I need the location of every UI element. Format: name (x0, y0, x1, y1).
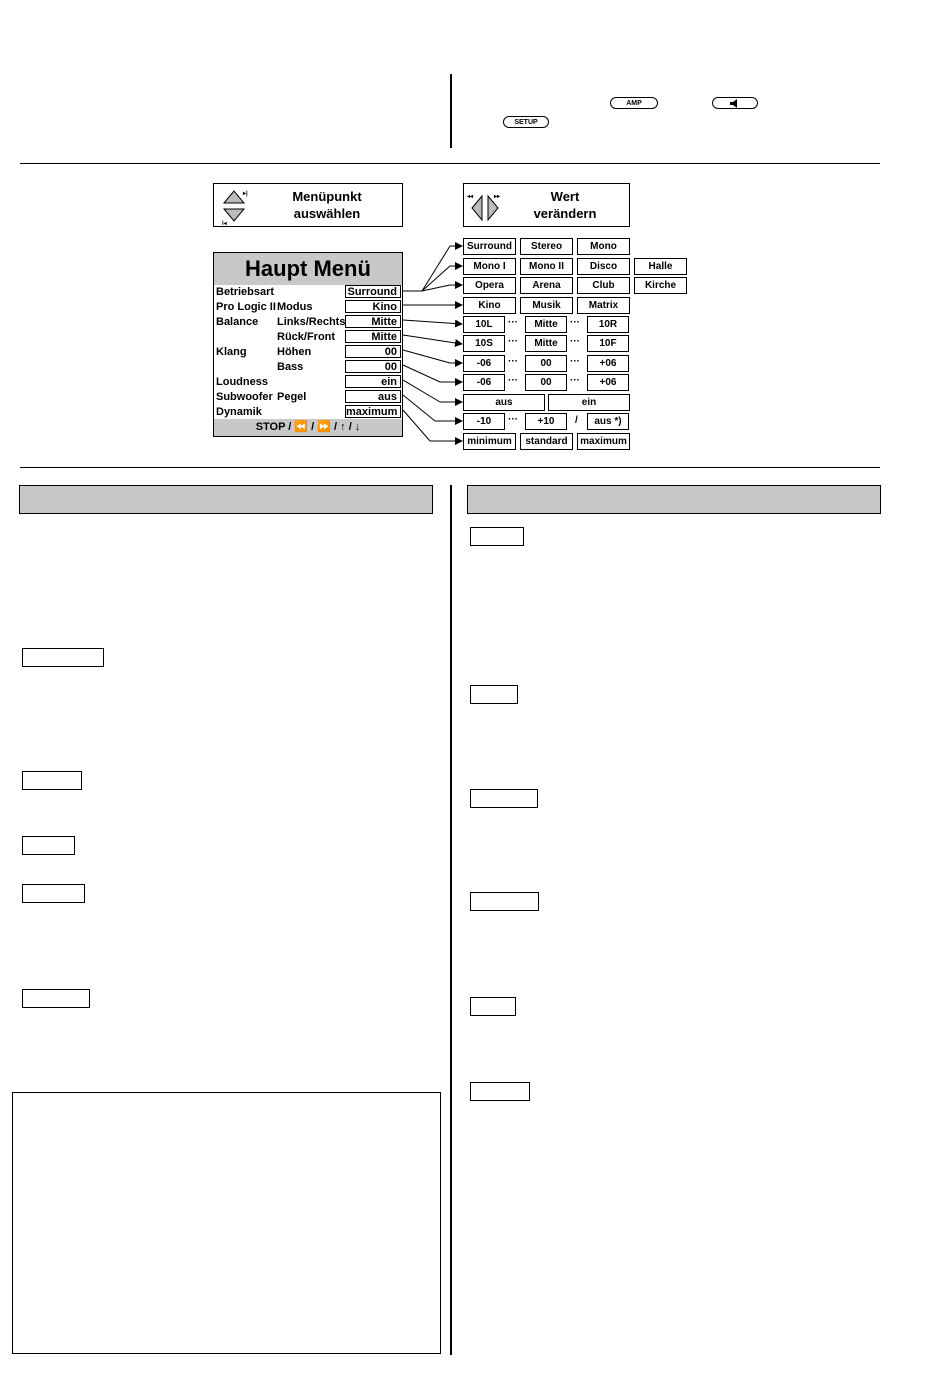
term-box (22, 771, 82, 790)
right-section-header (467, 485, 881, 514)
opt-sub-max[interactable]: +10 (525, 413, 567, 430)
opt-dyn-maximum[interactable]: maximum (577, 433, 630, 450)
select-hint-line2: auswählen (293, 206, 361, 221)
svg-text:▸|: ▸| (243, 191, 248, 197)
opt-mono-ii[interactable]: Mono II (520, 258, 573, 275)
opt-sub-aus[interactable]: aus *) (587, 413, 629, 430)
menu-label-subwoofer: Subwoofer (216, 391, 273, 403)
term-box (22, 836, 75, 855)
opt-kirche[interactable]: Kirche (634, 277, 687, 294)
menu-value-rueck-front[interactable]: Mitte (345, 330, 401, 343)
opt-10f[interactable]: 10F (587, 335, 629, 352)
menu-sub-links-rechts: Links/Rechts (277, 316, 346, 328)
opt-kino[interactable]: Kino (463, 297, 516, 314)
note-box (12, 1092, 441, 1354)
dots: ··· (508, 317, 518, 328)
menu-label-balance: Balance (216, 316, 259, 328)
menu-value-links-rechts[interactable]: Mitte (345, 315, 401, 328)
left-section-header (19, 485, 433, 514)
dots: ··· (508, 414, 518, 425)
slash: / (575, 415, 578, 426)
menu-footer: STOP / ⏪ / ⏩ / ↑ / ↓ (214, 419, 402, 436)
svg-text:◂◂: ◂◂ (467, 194, 474, 200)
opt-dyn-minimum[interactable]: minimum (463, 433, 516, 450)
opt-arena[interactable]: Arena (520, 277, 573, 294)
term-box (470, 789, 538, 808)
opt-matrix[interactable]: Matrix (577, 297, 630, 314)
opt-mono[interactable]: Mono (577, 238, 630, 255)
svg-text:▸▸: ▸▸ (494, 194, 501, 200)
opt-stereo[interactable]: Stereo (520, 238, 573, 255)
term-box (470, 527, 524, 546)
term-box (470, 997, 516, 1016)
dots: ··· (508, 336, 518, 347)
menu-value-hoehen[interactable]: 00 (345, 345, 401, 358)
menu-value-bass[interactable]: 00 (345, 360, 401, 373)
opt-dyn-standard[interactable]: standard (520, 433, 573, 450)
change-hint-line2: verändern (533, 206, 597, 221)
dots: ··· (570, 336, 580, 347)
opt-bass-min[interactable]: -06 (463, 374, 505, 391)
opt-10s[interactable]: 10S (463, 335, 505, 352)
rule-middle (20, 467, 880, 468)
svg-text:|◂: |◂ (222, 221, 227, 225)
dots: ··· (570, 317, 580, 328)
term-box (470, 892, 539, 911)
term-box (22, 884, 85, 903)
menu-value-loudness[interactable]: ein (345, 375, 401, 388)
menu-label-klang: Klang (216, 346, 247, 358)
amp-button[interactable]: AMP (610, 97, 658, 109)
opt-bass-max[interactable]: +06 (587, 374, 629, 391)
column-divider (450, 485, 452, 1355)
menu-value-subwoofer[interactable]: aus (345, 390, 401, 403)
opt-hoehen-min[interactable]: -06 (463, 355, 505, 372)
opt-mono-i[interactable]: Mono I (463, 258, 516, 275)
setup-button[interactable]: SETUP (503, 116, 549, 128)
opt-10r[interactable]: 10R (587, 316, 629, 333)
opt-loudness-ein[interactable]: ein (548, 394, 630, 411)
opt-hoehen-mid[interactable]: 00 (525, 355, 567, 372)
dots: ··· (570, 356, 580, 367)
opt-lr-mitte[interactable]: Mitte (525, 316, 567, 333)
term-box (22, 648, 104, 667)
opt-sub-min[interactable]: -10 (463, 413, 505, 430)
menu-title: Haupt Menü (214, 253, 402, 285)
menu-value-modus[interactable]: Kino (345, 300, 401, 313)
menu-value-dynamik[interactable]: maximum (345, 405, 401, 418)
menu-sub-bass: Bass (277, 361, 304, 373)
opt-rf-mitte[interactable]: Mitte (525, 335, 567, 352)
menu-label-loudness: Loudness (216, 376, 268, 388)
term-box (470, 1082, 530, 1101)
menu-label-dynamik: Dynamik (216, 406, 262, 418)
opt-halle[interactable]: Halle (634, 258, 687, 275)
dots: ··· (508, 375, 518, 386)
connector-lines (0, 0, 950, 460)
opt-club[interactable]: Club (577, 277, 630, 294)
dots: ··· (508, 356, 518, 367)
menu-sub-hoehen: Höhen (277, 346, 312, 358)
dots: ··· (570, 375, 580, 386)
opt-surround[interactable]: Surround (463, 238, 516, 255)
select-hint-line1: Menüpunkt (292, 189, 362, 204)
opt-10l[interactable]: 10L (463, 316, 505, 333)
term-box (22, 989, 90, 1008)
menu-label-betriebsart: Betriebsart (216, 286, 275, 298)
opt-opera[interactable]: Opera (463, 277, 516, 294)
menu-sub-modus: Modus (277, 301, 313, 313)
opt-hoehen-max[interactable]: +06 (587, 355, 629, 372)
menu-value-betriebsart[interactable]: Surround (345, 285, 401, 298)
term-box (470, 685, 518, 704)
opt-musik[interactable]: Musik (520, 297, 573, 314)
opt-bass-mid[interactable]: 00 (525, 374, 567, 391)
change-hint-line1: Wert (550, 189, 580, 204)
menu-sub-pegel: Pegel (277, 391, 307, 403)
menu-sub-rueck-front: Rück/Front (277, 331, 336, 343)
opt-disco[interactable]: Disco (577, 258, 630, 275)
menu-label-pro-logic: Pro Logic II (216, 301, 276, 313)
opt-loudness-aus[interactable]: aus (463, 394, 545, 411)
